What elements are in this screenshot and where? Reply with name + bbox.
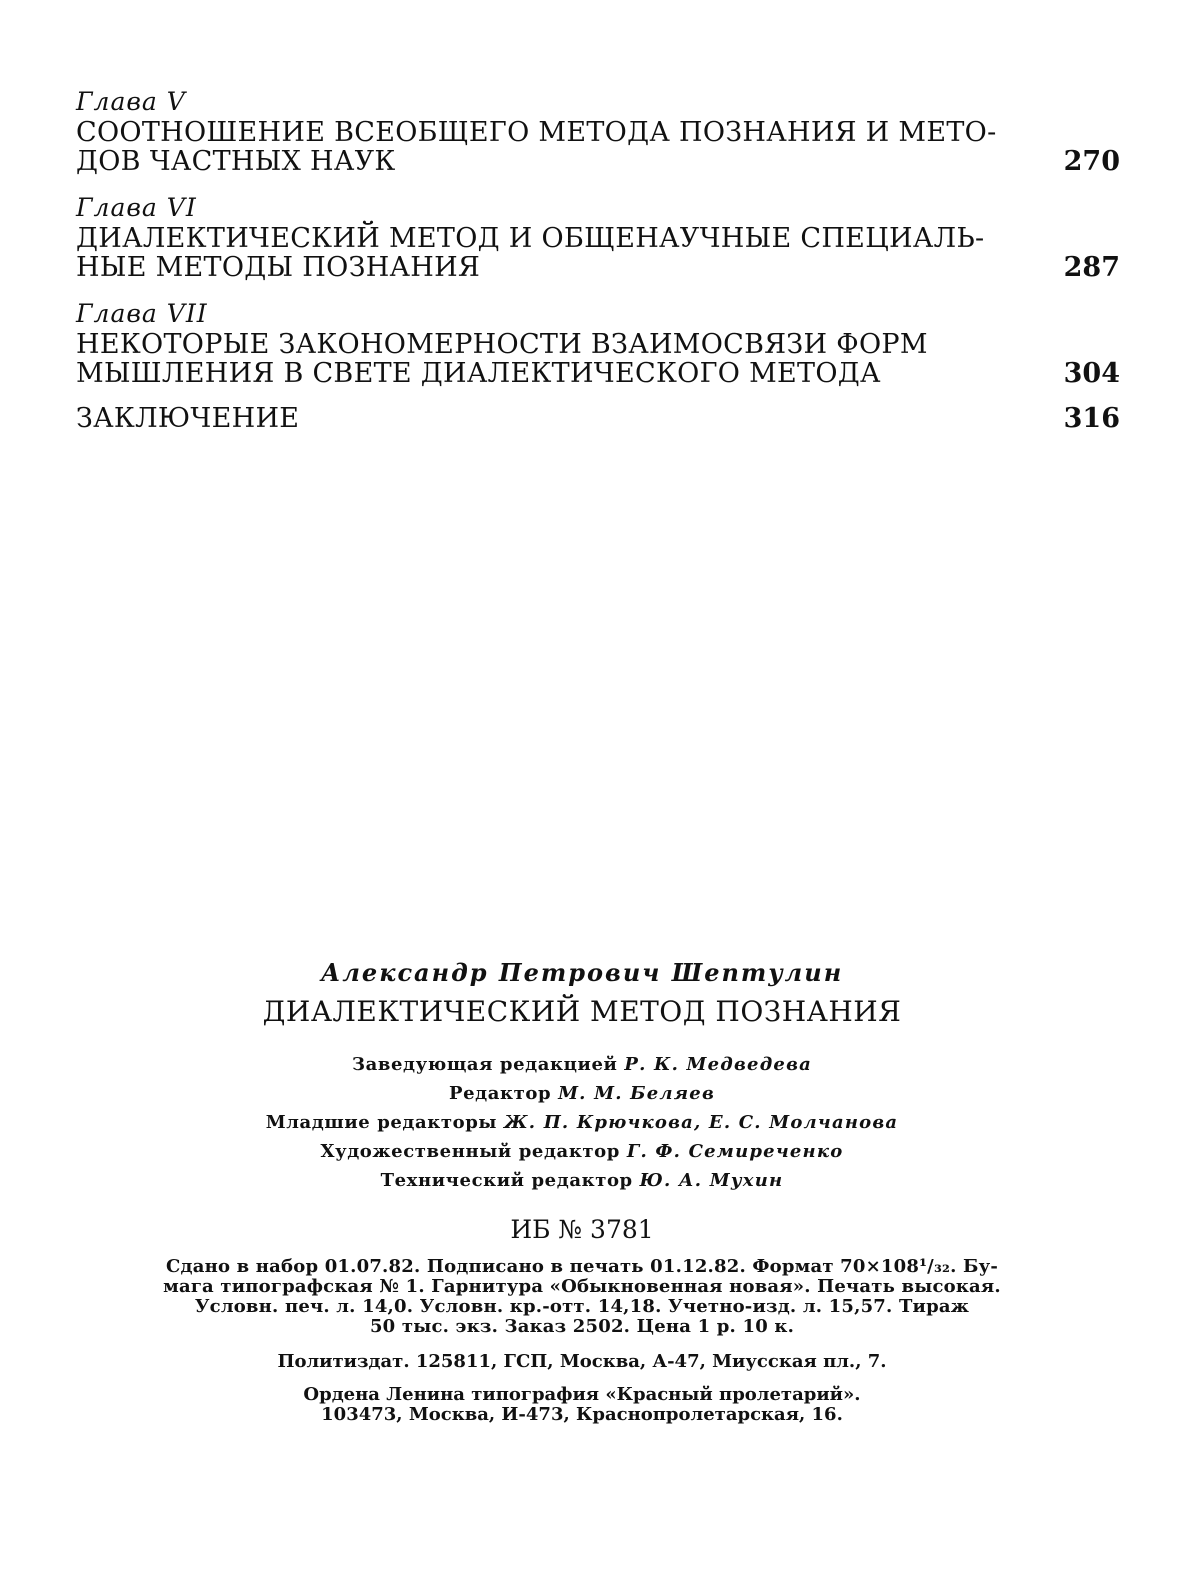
editor-role: Технический редактор [380,1170,633,1191]
chapter-title [76,118,1026,176]
printing-line: Сдано в набор 01.07.82. Подписано в печать 01.12.82. Формат 70×108¹/₃₂. Бу- [165,1256,999,1277]
table-of-contents [76,86,1120,449]
page-number: 304 [1063,358,1120,389]
chapter-title-line: СООТНОШЕНИЕ ВСЕОБЩЕГО МЕТОДА ПОЗНАНИЯ И МЕТО- [76,117,997,148]
toc-entry-conclusion [76,404,1120,433]
toc-entry-chapter-5 [76,86,1120,176]
ib-number: ИБ № 3781 [510,1215,654,1244]
printing-line: 50 тыс. экз. Заказ 2502. Цена 1 р. 10 к. [369,1316,795,1337]
editor-name: Г. Ф. Семиреченко [626,1141,844,1162]
editor-name: Р. К. Медведева [624,1054,812,1075]
toc-entry-chapter-7 [76,298,1120,388]
editor-role: Младшие редакторы [265,1112,498,1133]
editor-line [60,1079,1104,1108]
imprint [60,958,1104,1425]
chapter-title-line: НЫЕ МЕТОДЫ ПОЗНАНИЯ [76,252,481,283]
chapter-title-line: ДИАЛЕКТИЧЕСКИЙ МЕТОД И ОБЩЕНАУЧНЫЕ СПЕЦИАЛЬ- [76,223,985,254]
editor-name: М. М. Беляев [558,1083,715,1104]
publisher-address: Политиздат. 125811, ГСП, Москва, А-47, Миусская пл., 7. [277,1351,887,1372]
editors-list [60,1050,1104,1195]
chapter-label: Глава V [76,87,186,116]
chapter-label: Глава VI [76,193,197,222]
printing-details [60,1257,1104,1337]
toc-entry-chapter-6 [76,192,1120,282]
toc-row [76,224,1120,282]
book-title: ДИАЛЕКТИЧЕСКИЙ МЕТОД ПОЗНАНИЯ [262,995,902,1028]
chapter-title [76,330,1026,388]
page-number: 316 [1063,403,1120,434]
printing-line: мага типографская № 1. Гарнитура «Обыкновенная новая». Печать высокая. [163,1276,1001,1297]
page-number: 270 [1063,146,1120,177]
page-number: 287 [1063,252,1120,283]
editor-line [60,1050,1104,1079]
author-name: Александр Петрович Шептулин [320,958,844,987]
toc-row [76,330,1120,388]
chapter-title [76,224,1026,282]
chapter-title-line: НЕКОТОРЫЕ ЗАКОНОМЕРНОСТИ ВЗАИМОСВЯЗИ ФОРМ [76,329,928,360]
editor-role: Художественный редактор [320,1141,620,1162]
printer-line: 103473, Москва, И-473, Краснопролетарская, 16. [321,1404,843,1425]
chapter-label: Глава VII [76,299,208,328]
editor-line [60,1137,1104,1166]
toc-row [76,404,1120,433]
printing-line: Условн. печ. л. 14,0. Условн. кр.-отт. 14,18. Учетно-изд. л. 15,57. Тираж [194,1296,970,1317]
editor-line [60,1166,1104,1195]
editor-role: Редактор [448,1083,552,1104]
printer-address [60,1385,1104,1425]
printer-line: Ордена Ленина типография «Красный пролетарий». [303,1384,861,1405]
editor-role: Заведующая редакцией [352,1054,618,1075]
chapter-title-line: ДОВ ЧАСТНЫХ НАУК [76,146,396,177]
conclusion-title: ЗАКЛЮЧЕНИЕ [76,403,300,434]
editor-line [60,1108,1104,1137]
chapter-title-line: МЫШЛЕНИЯ В СВЕТЕ ДИАЛЕКТИЧЕСКОГО МЕТОДА [76,358,881,389]
editor-name: Ю. А. Мухин [639,1170,784,1191]
toc-row [76,118,1120,176]
editor-name: Ж. П. Крючкова, Е. С. Молчанова [503,1112,899,1133]
